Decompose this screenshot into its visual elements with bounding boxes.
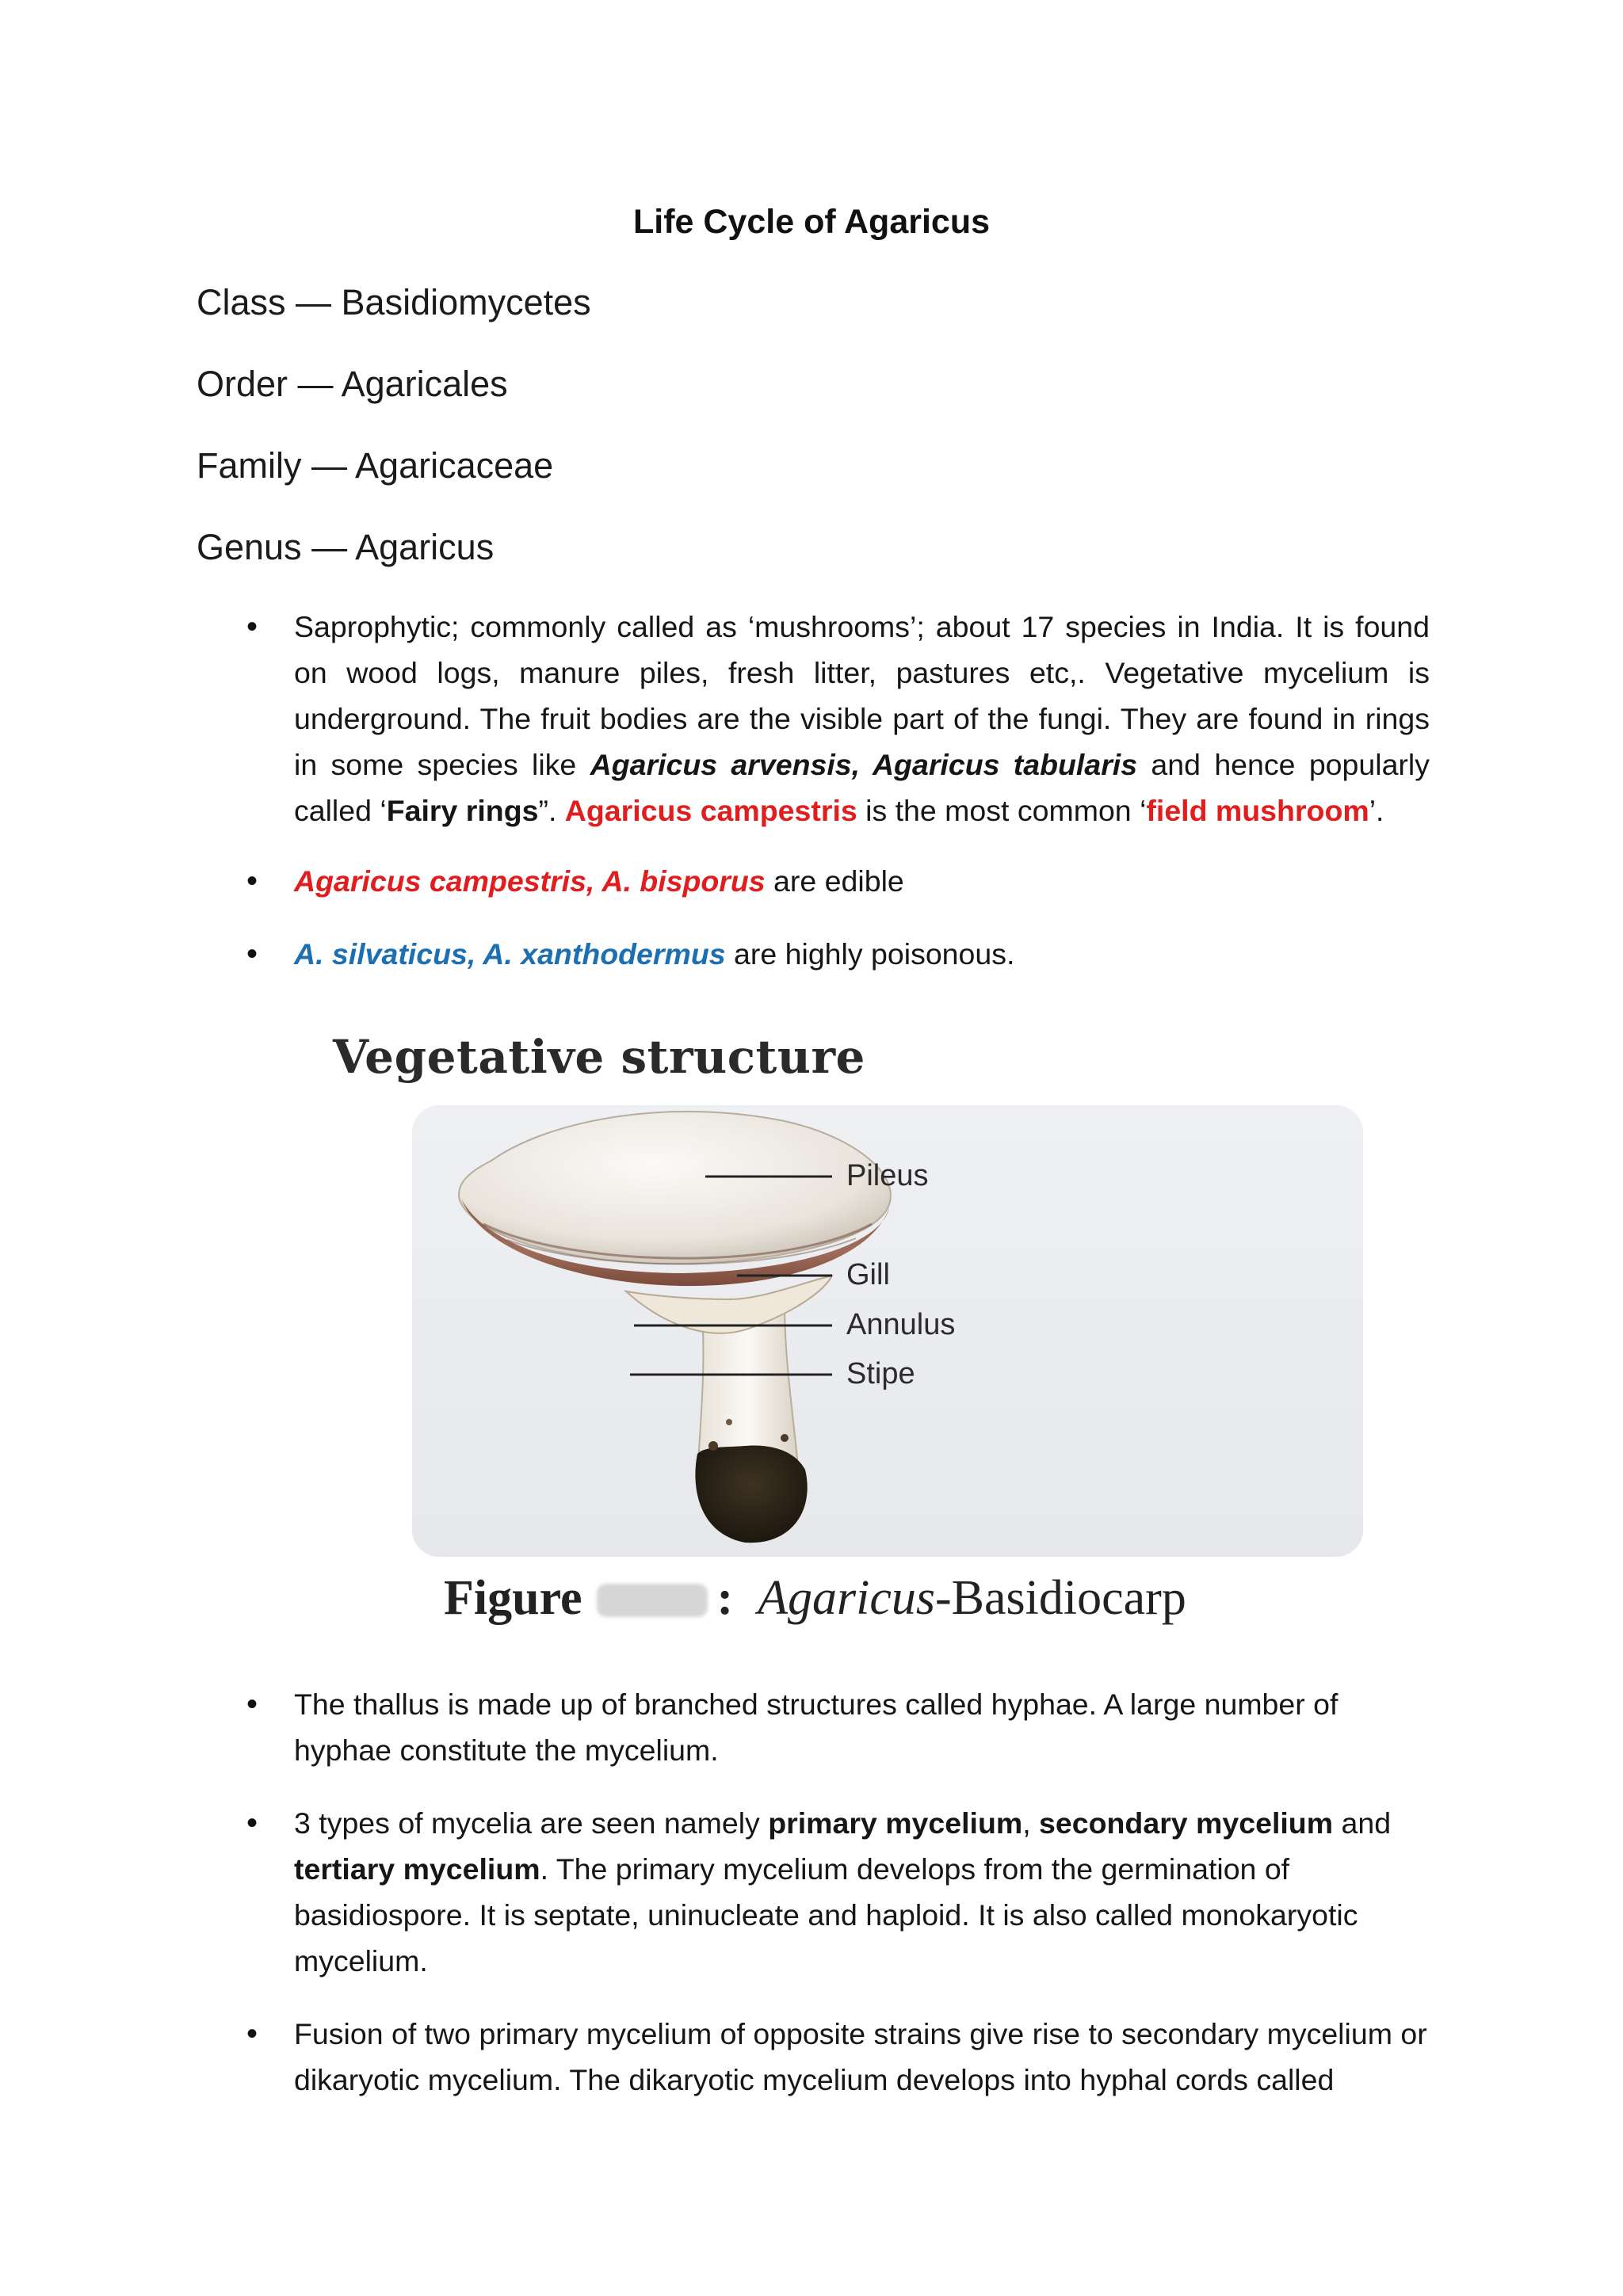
poisonous-item — [294, 931, 1430, 977]
intro-text-1: Saprophytic; commonly called as ‘mushrooms’; about 17 species in India. It is found on wood logs, manure piles, fresh litter, pastures etc,. Vegetative mycelium is underground. The fruit bodies are the visible part of the fungi. They are found in rings in some species like — [294, 610, 1430, 781]
mushroom-photo — [412, 1105, 1363, 1557]
intro-text-2: and hence popularly called ‘ — [294, 748, 1430, 827]
ring-species: Agaricus arvensis, Agaricus tabularis — [590, 748, 1138, 781]
bullet-marker: • — [246, 1806, 258, 1840]
class-label: Class — [197, 282, 286, 322]
label-annulus: Annulus — [846, 1308, 956, 1341]
intro-text-5: ’. — [1369, 794, 1384, 827]
caption-figure-word: Figure — [444, 1571, 582, 1625]
classification-family — [197, 442, 553, 490]
genus-value: Agaricus — [355, 527, 495, 567]
order-label: Order — [197, 364, 288, 404]
label-gill: Gill — [846, 1258, 890, 1291]
figure-caption — [444, 1570, 1186, 1627]
edible-species: Agaricus campestris, A. bisporus — [294, 864, 766, 898]
mycelia-text-2: , — [1022, 1806, 1040, 1840]
bullet-marker: • — [246, 936, 258, 971]
label-pileus: Pileus — [846, 1159, 929, 1192]
bullet-marker: • — [246, 609, 258, 644]
bullet-marker: • — [246, 1687, 258, 1722]
edible-item — [294, 858, 1430, 904]
fairy-rings-term: Fairy rings — [386, 794, 539, 827]
bullet-marker: • — [246, 864, 258, 898]
tertiary-mycelium-term: tertiary mycelium — [294, 1852, 540, 1886]
stipe-shape — [695, 1303, 807, 1543]
thallus-item: The thallus is made up of branched structures called hyphae. A large number of hyphae constitute the mycelium. — [294, 1688, 1338, 1767]
poisonous-text: are highly poisonous. — [725, 937, 1015, 971]
poisonous-species: A. silvaticus, A. xanthodermus — [294, 937, 726, 971]
family-label: Family — [197, 445, 302, 486]
classification-class — [197, 279, 591, 326]
primary-mycelium-term: primary mycelium — [768, 1806, 1023, 1840]
caption-rest: -Basidiocarp — [935, 1571, 1186, 1625]
edible-text: are edible — [765, 864, 904, 898]
intro-text-4: is the most common ‘ — [857, 794, 1147, 827]
class-value: Basidiomycetes — [341, 282, 591, 322]
pileus-shape — [459, 1112, 891, 1286]
class-sep: — — [285, 282, 342, 322]
classification-order — [197, 360, 508, 408]
mycelia-text-1: 3 types of mycelia are seen namely — [294, 1806, 769, 1840]
label-stipe: Stipe — [846, 1357, 915, 1390]
genus-sep: — — [301, 527, 356, 567]
classification-genus — [197, 524, 494, 571]
genus-label: Genus — [197, 527, 302, 567]
secondary-mycelium-term: secondary mycelium — [1039, 1806, 1334, 1840]
caption-genus: Agaricus — [758, 1571, 936, 1625]
intro-paragraph — [294, 604, 1430, 833]
field-mushroom-term: field mushroom — [1146, 794, 1369, 827]
bullet-marker: • — [246, 2016, 258, 2051]
fusion-item: Fusion of two primary mycelium of opposite strains give rise to secondary mycelium or dikaryotic mycelium. The dikaryotic mycelium develops into hyphal cords called — [294, 2017, 1427, 2096]
vegetative-structure-figure — [325, 1030, 1387, 1640]
mycelia-text-4: . The primary mycelium develops from the germination of basidiospore. It is septate, uninucleate and haploid. It is also called monokaryotic mycelium. — [294, 1852, 1358, 1978]
redacted-figure-number — [597, 1584, 708, 1617]
intro-text-3: ”. — [538, 794, 565, 827]
mycelia-types-item — [294, 1800, 1403, 1984]
family-value: Agaricaceae — [355, 445, 554, 486]
page-title: Life Cycle of Agaricus — [632, 203, 991, 241]
campestris-term: Agaricus campestris — [564, 794, 857, 827]
figure-heading: Vegetative structure — [333, 1030, 865, 1084]
order-sep: — — [288, 364, 342, 404]
order-value: Agaricales — [341, 364, 508, 404]
caption-colon: : — [716, 1571, 734, 1625]
mycelia-text-3: and — [1333, 1806, 1392, 1840]
family-sep: — — [301, 445, 356, 486]
